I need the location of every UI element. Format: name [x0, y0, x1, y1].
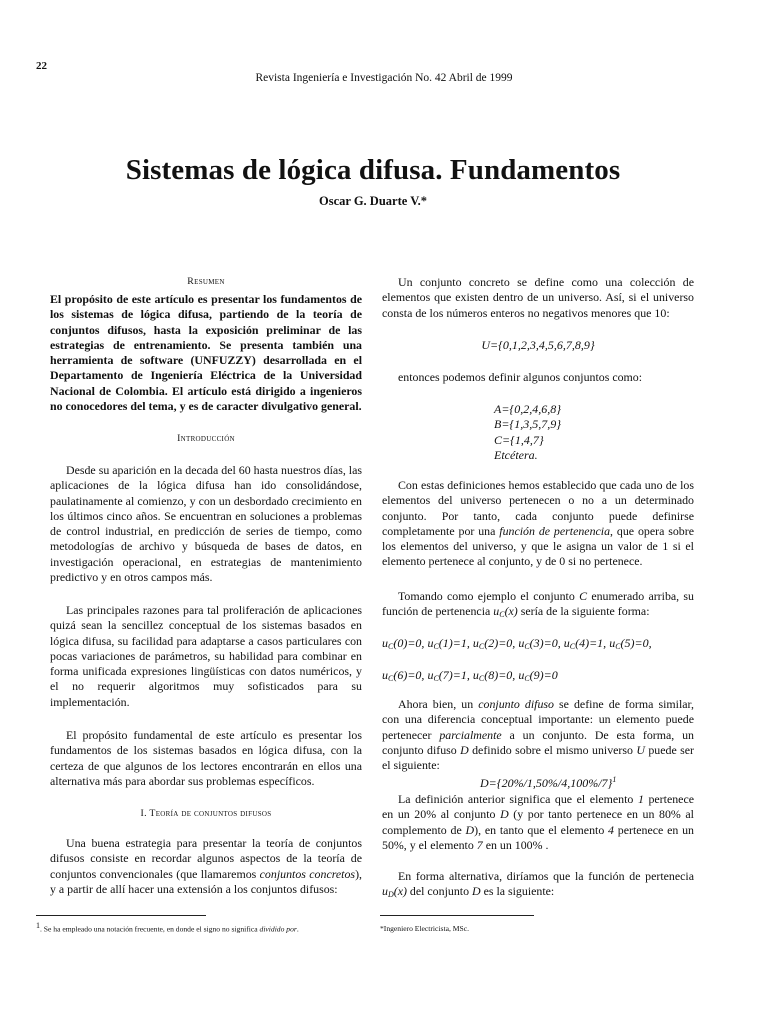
- running-head: Revista Ingeniería e Investigación No. 42 Abril de 1999: [255, 72, 513, 84]
- section-1-heading: I. Teoría de conjuntos difusos: [140, 808, 272, 819]
- membership-value: $u_C(8)=0$,: [472, 668, 519, 683]
- p7-u-sub: D: [387, 890, 394, 900]
- p3-emphasis: función de pertenencia: [499, 523, 611, 538]
- p7-set-d: D: [472, 884, 481, 899]
- affiliation-footnote: *Ingeniero Electricista, MSc.: [380, 924, 469, 933]
- p7-text-b: del conjunto: [406, 884, 472, 899]
- intro-paragraph-1: Desde su aparición en la decada del 60 hasta nuestros días, las aplicaciones de la lógica difusa han ido consolidándose, paulatinamente al comienzo, y con un desbordado crecimiento en los últimos cinco años. Se encuentran en soluciones a problemas de control industrial, en predicción de series de tiempo, como metodologías de archivo y búsqueda de bases de datos, en investigación operacional, en estrategias de mantenimiento predictivo y en otros campos más.: [50, 463, 362, 585]
- left-footnote-rule: [36, 915, 206, 916]
- p5-text-e: puede ser el siguiente:: [382, 742, 694, 773]
- article-title: Sistemas de lógica difusa. Fundamentos: [125, 154, 621, 186]
- right-paragraph-1: Un conjunto concreto se define como una colección de elementos que existen dentro de un universo. Así, si el universo consta de los números enteros no negativos menores que 10:: [382, 275, 694, 320]
- fuzzy-set-formula: [480, 775, 616, 791]
- p4-set: C: [579, 589, 588, 603]
- p5-text-d: definido sobre el mismo universo: [468, 742, 637, 757]
- footnote-emphasis: dividido por: [259, 924, 297, 934]
- p6-text-d: ), en tanto que el elemento: [474, 822, 609, 837]
- p4-u: u: [493, 604, 500, 619]
- membership-value: $u_C(1)=1$,: [427, 636, 473, 651]
- p3-text-b: , que opera sobre los elementos del universo, y que le asigna un valor de 1 si el elemento pertenece al conjunto, y de 0 si no pertenece.: [382, 523, 694, 569]
- abstract-text: El propósito de este artículo es presentar los fundamentos de los sistemas de lógica difusa, partiendo de la teoría de conjuntos difusos, hasta la exposición preliminar de las estrategias de entrenamiento. Se presenta también una herramienta de software (UNFUZZY) desarrollada en el Departamento de Ingeniería Eléctrica de la Universidad Nacional de Colombia. El artículo está dirigido a ingenieros no conocedores del tema, y es de caracter divulgativo general.: [50, 292, 362, 414]
- p5-universe-u: U: [636, 742, 645, 757]
- membership-value: $u_C(5)=0$,: [609, 636, 652, 651]
- p4-text-b: enumerado arriba, su función de pertenencia: [382, 589, 695, 619]
- membership-value: $u_C(2)=0$,: [472, 636, 519, 651]
- example-sets: [494, 402, 561, 463]
- p7-u-arg: (x): [393, 884, 407, 899]
- section-1-text-b: ), y a partir de allí hacer una extensión a los conjuntos difusos:: [50, 866, 362, 896]
- article-author: Oscar G. Duarte V.*: [319, 194, 427, 208]
- universe-formula: U={0,1,2,3,4,5,6,7,8,9}: [481, 338, 595, 352]
- right-paragraph-7: [382, 869, 694, 903]
- set-etc: Etcétera.: [494, 447, 538, 462]
- intro-paragraph-2: Las principales razones para tal proliferación de aplicaciones quizá sean la sencillez conceptual de los sistemas basados en lógica difusa, su facilidad para adaptarse a casos particulares con pocas variaciones de parámetros, su habilidad para combinar en forma unificada expresiones lingüísticas con datos numéricos, y el no requerir algoritmos muy sofisticados para su implementación.: [50, 603, 362, 709]
- membership-line-1: [382, 636, 652, 651]
- footnote-mark: 1: [36, 921, 40, 930]
- right-footnote-rule: [380, 915, 534, 916]
- p5-emphasis-2: parcialmente: [439, 727, 502, 742]
- p6-text-f: en un 100% .: [482, 837, 549, 852]
- set-b: B={1,3,5,7,9}: [494, 417, 562, 432]
- p6-set-d-2: D: [465, 822, 475, 837]
- p6-text-b: pertenece en un 20% al conjunto: [382, 792, 694, 822]
- left-footnote: [36, 921, 376, 934]
- p5-set-d: D: [460, 742, 469, 757]
- p5-text-a: Ahora bien, un: [398, 697, 479, 711]
- p7-text-a: En forma alternativa, diríamos que la función de pertenecia: [398, 869, 694, 883]
- right-paragraph-4: [382, 589, 694, 623]
- footnote-text-a: . Se ha empleado una notación frecuente, en donde el signo no significa: [40, 924, 260, 934]
- membership-value: $u_C(7)=1$,: [427, 668, 473, 683]
- footnote-text-b: .: [296, 924, 299, 934]
- set-c: C={1,4,7}: [494, 432, 544, 447]
- right-paragraph-3: [382, 478, 694, 570]
- right-paragraph-5: [382, 697, 694, 773]
- membership-value: $u_C(0)=0$,: [382, 636, 428, 651]
- p5-emphasis-1: conjunto difuso: [478, 697, 554, 711]
- intro-paragraph-3: El propósito fundamental de este artículo es presentar los fundamentos de los sistemas basados en lógica difusa, con la certeza de que algunos de los lectores encontrarán en ellos una alternativa más para abordar sus problemas específicos.: [50, 728, 362, 788]
- membership-value: $u_C(4)=1$,: [563, 636, 610, 651]
- fuzzy-set-text: D={20%/1,50%/4,100%/7}: [480, 776, 613, 790]
- p6-element-7: 7: [476, 837, 483, 852]
- p6-set-d-1: D: [500, 807, 509, 822]
- membership-value: $u_C(3)=0$,: [518, 636, 564, 651]
- introduction-heading: Introducción: [177, 433, 235, 444]
- p7-text-c: es la siguiente:: [480, 884, 555, 899]
- fuzzy-set-footnote-mark: 1: [612, 775, 617, 784]
- set-a: A={0,2,4,6,8}: [494, 402, 562, 416]
- p6-element-1: 1: [637, 792, 644, 806]
- p5-text-b: se define de forma similar, con una diferencia conceptual importante: un elemento puede pertenecer: [382, 697, 694, 742]
- p6-text-e: pertenece en un 50%, y el elemento: [382, 822, 694, 852]
- p7-u: u: [382, 884, 388, 899]
- p4-u-sub: C: [499, 610, 505, 620]
- right-paragraph-6: [382, 792, 694, 853]
- p6-element-4: 4: [608, 822, 614, 837]
- membership-line-2: [382, 668, 558, 683]
- p5-text-c: a un conjunto. De esta forma, un conjunto difuso: [382, 727, 694, 757]
- page-number: 22: [36, 60, 47, 72]
- p6-text-c: (y por tanto pertenece en un 80% al complemento de: [382, 807, 694, 837]
- right-paragraph-2: entonces podemos definir algunos conjuntos como:: [398, 370, 643, 384]
- section-1-text-a: Una buena estrategia para presentar la teoría de conjuntos difusos consiste en recordar algunos aspectos de la teoría de conjuntos convencionales (que llamaremos: [50, 836, 362, 881]
- section-1-paragraph-1: [50, 836, 362, 897]
- section-1-emphasis: conjuntos concretos: [259, 866, 356, 881]
- p4-text-a: Tomando como ejemplo el conjunto: [398, 589, 580, 603]
- p6-text-a: La definición anterior significa que el elemento: [398, 792, 638, 806]
- membership-value: $u_C(6)=0$,: [382, 668, 428, 683]
- p4-text-c: sería de la siguiente forma:: [517, 604, 650, 619]
- abstract-heading: Resumen: [187, 276, 225, 287]
- p3-text-a: Con estas definiciones hemos establecido que cada uno de los elementos del universo pertenecen o no a un determinado conjunto. Por tanto, cada conjunto puede definirse completamente por una: [382, 478, 694, 538]
- p4-u-arg: (x): [504, 604, 518, 619]
- membership-value: $u_C(9)=0$: [518, 668, 558, 683]
